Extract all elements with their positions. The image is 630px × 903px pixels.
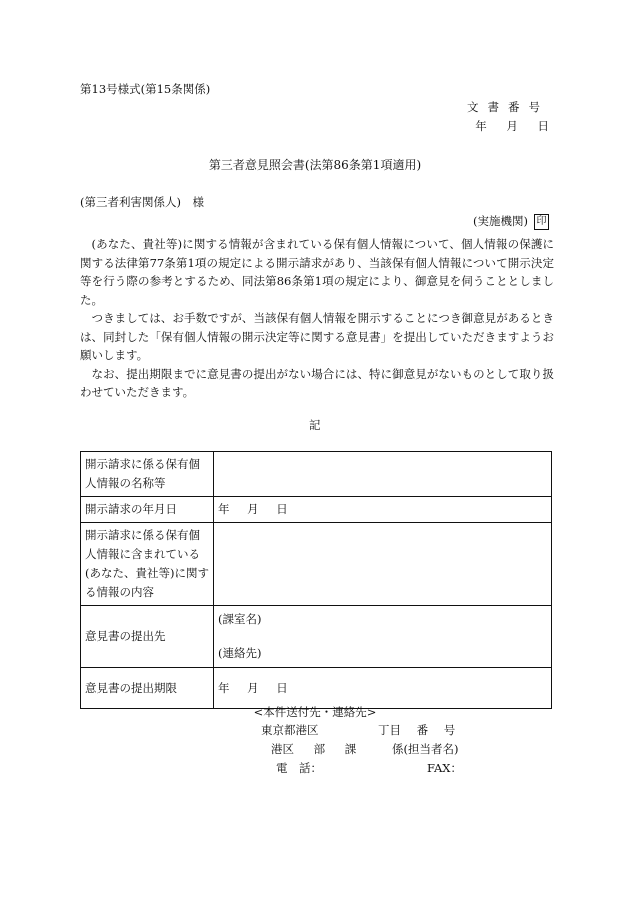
seal-mark: 印 bbox=[534, 214, 549, 230]
page-title: 第三者意見照会書(法第86条第1項適用) bbox=[208, 158, 422, 172]
document-number-label: 文書番号 bbox=[467, 100, 549, 114]
address-line-1: 東京都港区 bbox=[261, 723, 319, 737]
request-info-table bbox=[80, 451, 552, 709]
table-label-submission-destination: 意見書の提出先 bbox=[81, 606, 214, 668]
table-label-request-date: 開示請求の年月日 bbox=[81, 497, 214, 523]
fax-label: FAX： bbox=[427, 761, 462, 775]
table-value-request-date[interactable]: 年 月 日 bbox=[214, 497, 552, 523]
recipient-line: (第三者利害関係人) 様 bbox=[80, 195, 204, 209]
contact-header: <本件送付先・連絡先> bbox=[253, 705, 377, 719]
agency-label: (実施機関) bbox=[473, 214, 528, 228]
body-paragraph: つきましては、お手数ですが、当該保有個人情報を開示することにつき御意見があるときは、同封した「保有個人情報の開示決定等に関する意見書」を提出していただきますようお願いします。 bbox=[80, 311, 554, 362]
table-row bbox=[81, 606, 552, 668]
document-date-label: 年 月 日 bbox=[475, 119, 549, 133]
contact-label: (連絡先) bbox=[218, 646, 262, 660]
table-label-info-content: 開示請求に係る保有個人情報に含まれている(あなた、貴社等)に関する情報の内容 bbox=[81, 523, 214, 606]
address-line-2: 港区 部 課 bbox=[271, 742, 357, 756]
table-value-submission-destination[interactable] bbox=[214, 606, 552, 668]
table-row bbox=[81, 452, 552, 497]
body-paragraph: なお、提出期限までに意見書の提出がない場合には、特に御意見がないものとして取り扱わせていただきます。 bbox=[80, 366, 554, 399]
table-row bbox=[81, 668, 552, 709]
table-row bbox=[81, 497, 552, 523]
table-value-info-name[interactable] bbox=[214, 452, 552, 497]
table-value-submission-deadline[interactable]: 年 月 日 bbox=[214, 668, 552, 709]
agency-line bbox=[473, 213, 549, 230]
table-row bbox=[81, 523, 552, 606]
address-line-2-contact: 係(担当者名) bbox=[392, 742, 459, 756]
dept-label: (課室名) bbox=[218, 612, 262, 626]
table-label-submission-deadline: 意見書の提出期限 bbox=[81, 668, 214, 709]
ki-heading: 記 bbox=[309, 418, 321, 432]
form-number: 第13号様式(第15条関係) bbox=[80, 82, 211, 96]
address-line-1-block: 丁目 番 号 bbox=[378, 723, 456, 737]
body-paragraph: (あなた、貴社等)に関する情報が含まれている保有個人情報について、個人情報の保護に関する法律第77条第1項の規定による開示請求があり、当該保有個人情報について開示決定等を行う際の参考とするため、同法第86条第1項の規定により、御意見を伺うこととしました。 bbox=[80, 237, 554, 307]
table-label-info-name: 開示請求に係る保有個人情報の名称等 bbox=[81, 452, 214, 497]
telephone-label: 電 話： bbox=[276, 761, 322, 775]
letter-body bbox=[80, 235, 554, 402]
table-value-info-content[interactable] bbox=[214, 523, 552, 606]
